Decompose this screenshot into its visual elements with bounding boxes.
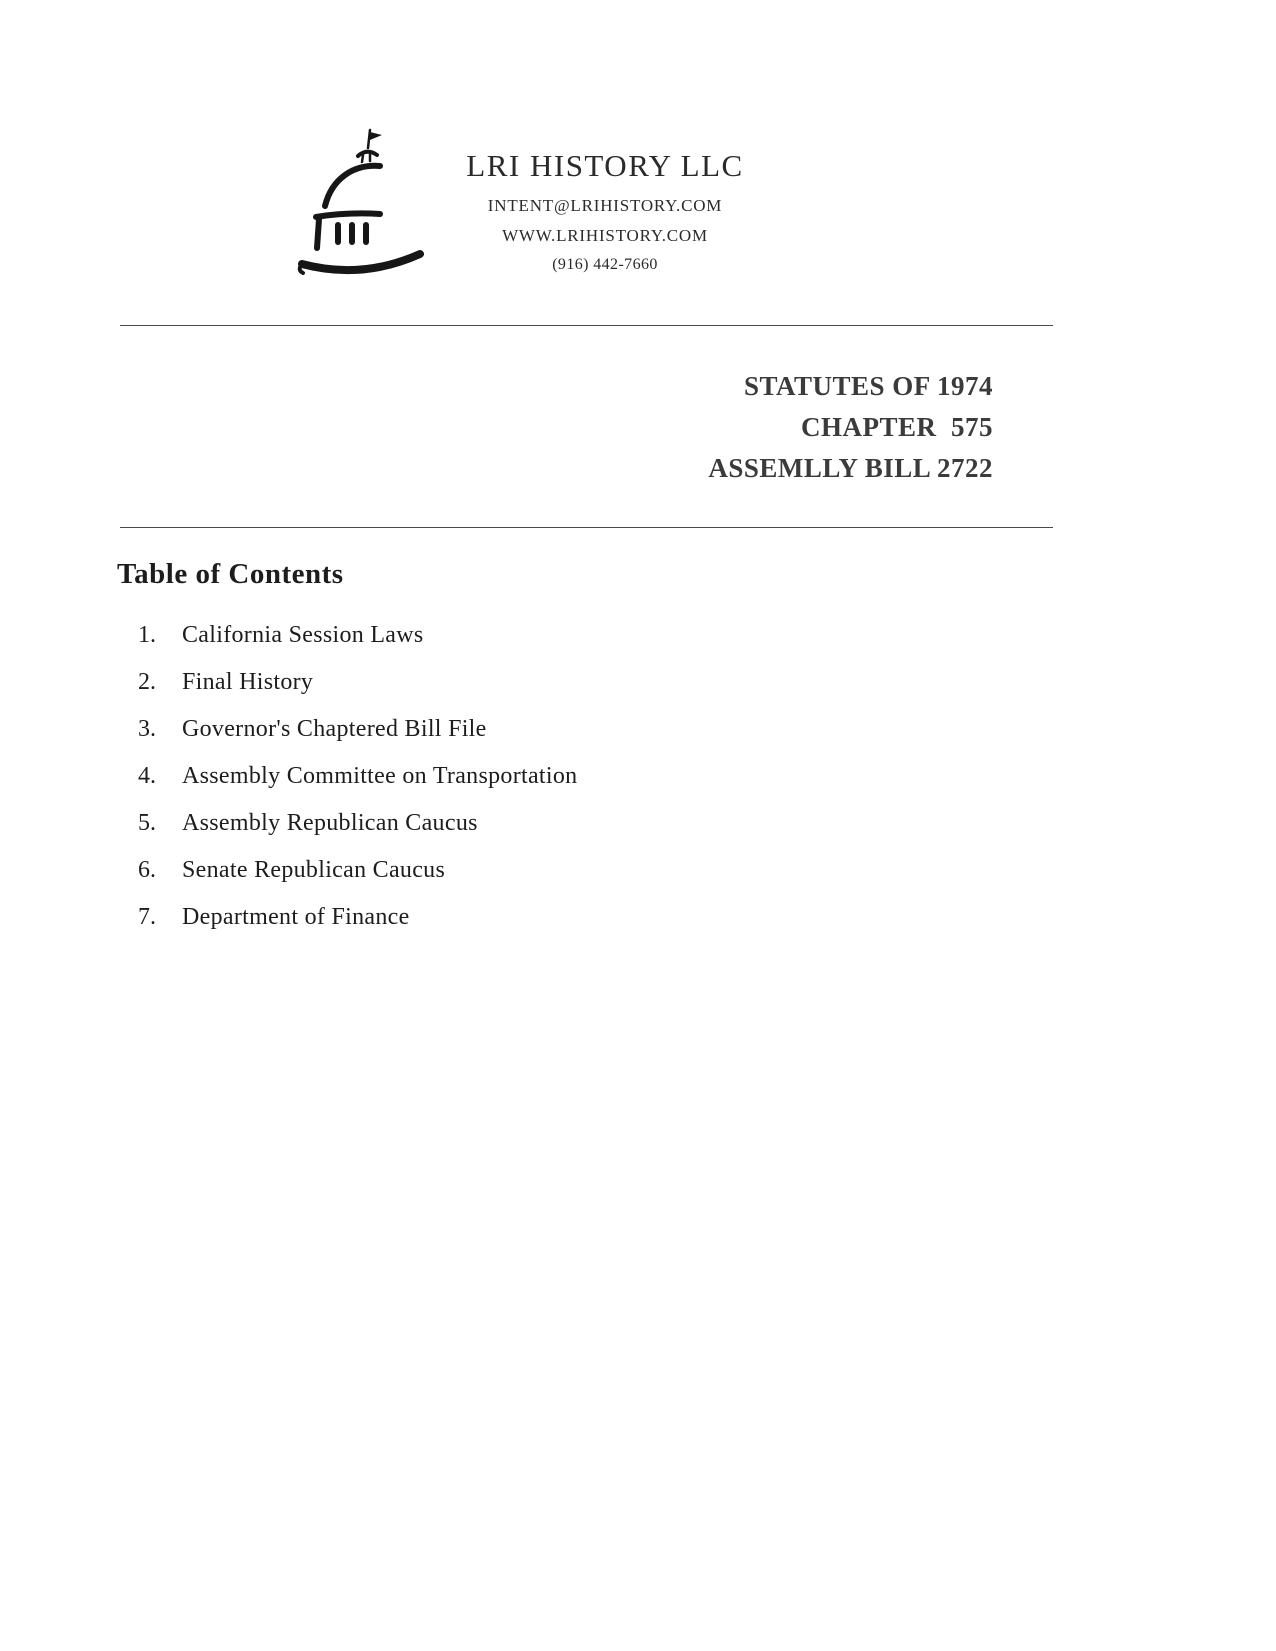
toc-item	[138, 857, 838, 904]
statutes-year-line: STATUTES OF 1974	[743, 371, 993, 401]
capitol-logo	[292, 122, 442, 292]
company-website: WWW.LRIHISTORY.COM	[502, 226, 708, 245]
toc-item-label: Governor's Chaptered Bill File	[182, 716, 487, 742]
divider-top	[120, 325, 1053, 326]
company-email: INTENT@LRIHISTORY.COM	[487, 196, 723, 215]
statute-title-block	[560, 366, 993, 489]
toc-item-number: 3.	[138, 716, 156, 742]
toc-item	[138, 763, 838, 810]
toc-item-number: 1.	[138, 622, 156, 648]
company-phone: (916) 442-7660	[552, 256, 658, 273]
toc-heading: Table of Contents	[117, 558, 344, 590]
toc-item-label: Senate Republican Caucus	[182, 857, 446, 883]
toc-item-number: 2.	[138, 669, 156, 695]
toc-item-number: 6.	[138, 857, 156, 883]
assembly-bill-line: ASSEMLLY BILL 2722	[708, 453, 993, 483]
toc-item-label: Final History	[182, 669, 314, 695]
toc-item-label: Assembly Committee on Transportation	[182, 763, 578, 789]
toc-item	[138, 622, 838, 669]
toc-item-number: 5.	[138, 810, 156, 836]
toc-item-label: California Session Laws	[182, 622, 424, 648]
chapter-line: CHAPTER 575	[800, 412, 993, 442]
toc-item-label: Department of Finance	[182, 904, 410, 930]
letterhead	[430, 148, 780, 274]
toc-item	[138, 669, 838, 716]
toc-item	[138, 716, 838, 763]
company-name: LRI HISTORY LLC	[466, 148, 744, 183]
capitol-icon	[292, 122, 442, 292]
toc-item	[138, 904, 838, 951]
toc-item-label: Assembly Republican Caucus	[182, 810, 478, 836]
toc-item-number: 7.	[138, 904, 156, 930]
toc-list	[138, 622, 838, 951]
divider-bottom	[120, 527, 1053, 528]
toc-item	[138, 810, 838, 857]
toc-item-number: 4.	[138, 763, 156, 789]
